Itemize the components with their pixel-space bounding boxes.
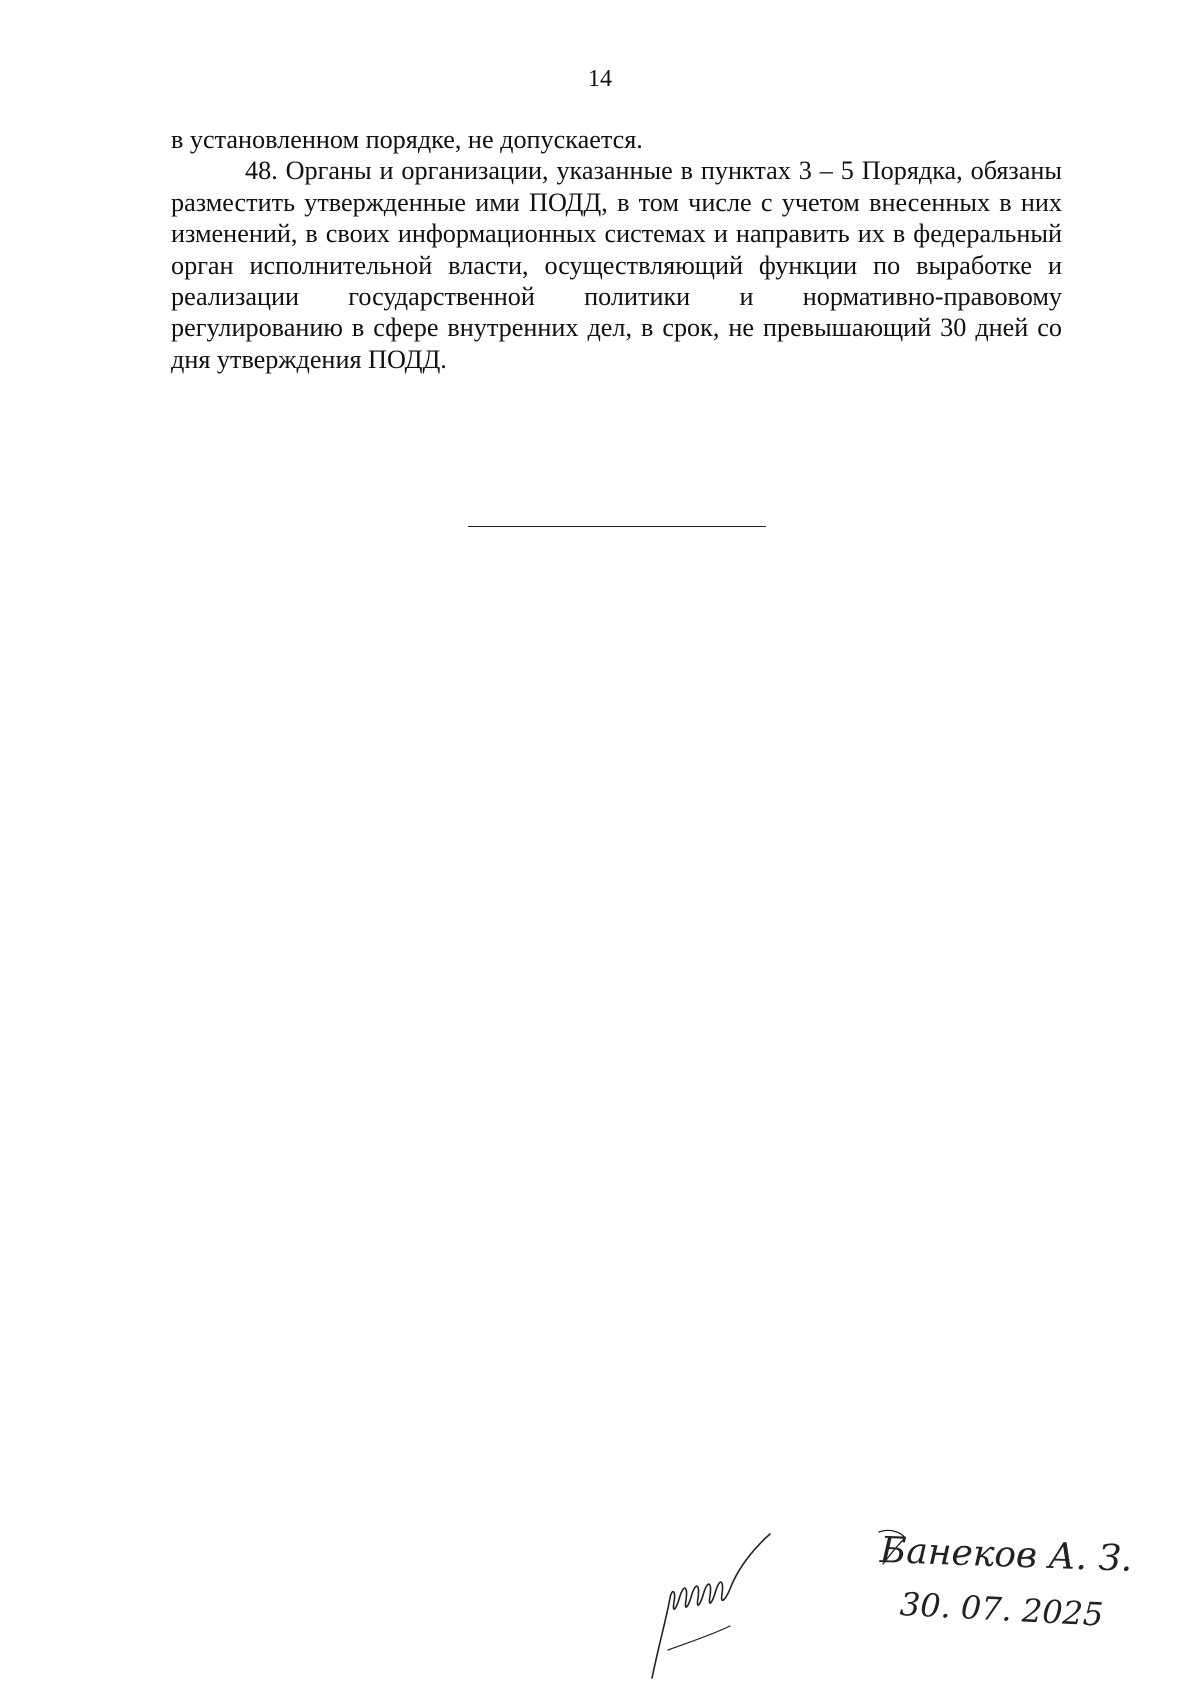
paragraph-continuation: в установленном порядке, не допускается. bbox=[171, 125, 643, 154]
end-of-document-rule bbox=[468, 526, 766, 527]
signature-mark bbox=[630, 1530, 830, 1680]
handwritten-date: 30. 07. 2025 bbox=[899, 1585, 1105, 1634]
page-number: 14 bbox=[588, 66, 612, 92]
handwritten-name: Банеков А. З. bbox=[879, 1530, 1134, 1580]
paragraph-48: 48. Органы и организации, указанные в пунктах 3 – 5 Порядка, обязаны разместить утвержденные ими ПОДД, в том числе с учетом внесенных в них изменений, в своих информационных системах и направить их в федеральный орган исполнительной власти, осуществляющий функции по выработке и реализации государственной политики и нормативно-правовому регулированию в сфере внутренних дел, в срок, не превышающий 30 дней со дня утверждения ПОДД. bbox=[171, 156, 1062, 374]
body-text bbox=[171, 124, 1062, 375]
